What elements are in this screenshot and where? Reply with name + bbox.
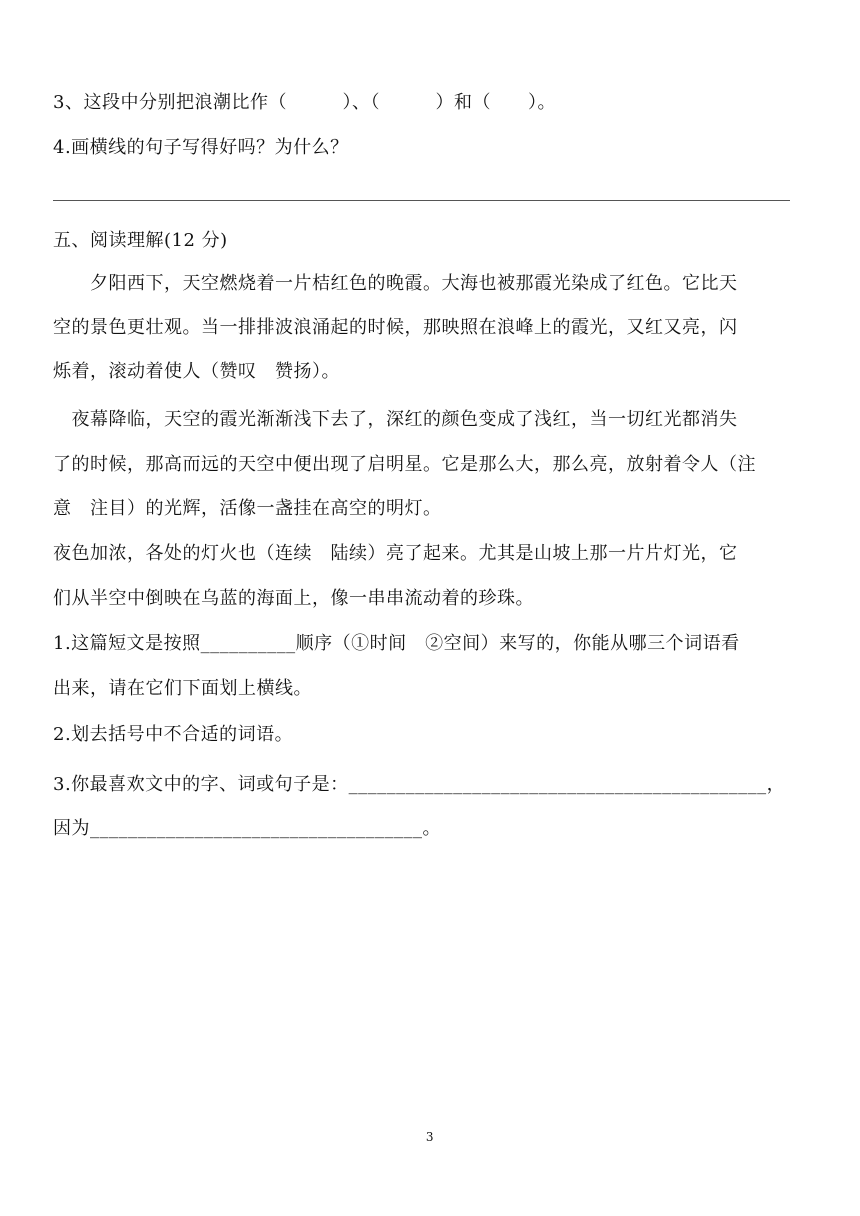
passage-line: 们从半空中倒映在乌蓝的海面上，像一串串流动着的珍珠。 xyxy=(53,588,534,609)
passage-line: 意 注目）的光辉，活像一盏挂在高空的明灯。 xyxy=(53,498,442,519)
question-3-continued: 因为___________________________________。 xyxy=(53,818,441,839)
passage-line: 了的时候，那高而远的天空中便出现了启明星。它是那么大，那么亮，放射着令人（注 xyxy=(53,454,756,475)
passage-line: 空的景色更壮观。当一排排波浪涌起的时候，那映照在浪峰上的霞光，又红又亮，闪 xyxy=(53,317,738,338)
passage-line: 夜幕降临，天空的霞光渐渐浅下去了，深红的颜色变成了浅红，当一切红光都消失 xyxy=(53,409,738,430)
question-1: 1.这篇短文是按照__________顺序（①时间 ②空间）来写的，你能从哪三个词语看 xyxy=(53,633,740,654)
question-3: 3.你最喜欢文中的字、词或句子是：____________________________________________， xyxy=(53,774,786,795)
answer-line xyxy=(53,200,790,201)
question-2: 2.划去括号中不合适的词语。 xyxy=(53,724,294,745)
question-1-continued: 出来，请在它们下面划上横线。 xyxy=(53,678,312,699)
section-heading: 五、阅读理解(12 分) xyxy=(53,230,228,251)
passage-line: 夜色加浓，各处的灯火也（连续 陆续）亮了起来。尤其是山坡上那一片片灯光，它 xyxy=(53,543,738,564)
passage-line: 夕阳西下，天空燃烧着一片桔红色的晚霞。大海也被那霞光染成了红色。它比天 xyxy=(53,273,738,294)
question-4-previous: 4.画横线的句子写得好吗？为什么？ xyxy=(53,137,349,158)
passage-line: 烁着，滚动着使人（赞叹 赞扬）。 xyxy=(53,361,340,382)
question-3-previous: 3、这段中分别把浪潮比作（ ）、（ ）和（ ）。 xyxy=(53,92,556,113)
page-number: 3 xyxy=(425,1130,435,1144)
